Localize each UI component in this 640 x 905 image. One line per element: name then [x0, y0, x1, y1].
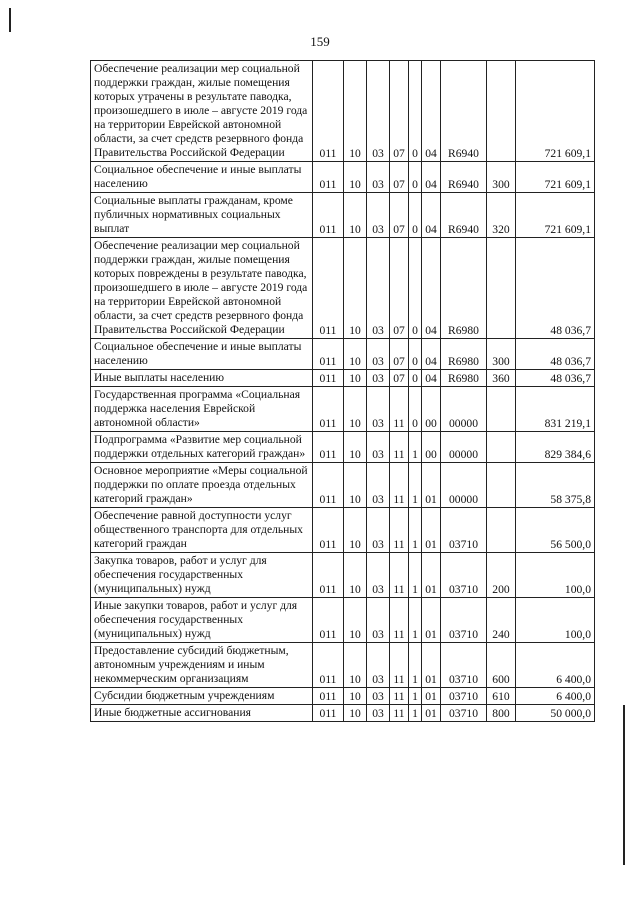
row-pr-code: 03: [367, 339, 390, 370]
row-pr-code: 03: [367, 387, 390, 432]
row-vr-code: 300: [487, 339, 516, 370]
row-subprogram-code: 0: [409, 193, 422, 238]
row-vr-code: [487, 508, 516, 553]
row-activity-code: 01: [422, 643, 441, 688]
row-vr-code: 360: [487, 370, 516, 387]
row-name: Закупка товаров, работ и услуг для обеспечения государственных (муниципальных) нужд: [91, 553, 313, 598]
row-direction-code: 00000: [441, 387, 487, 432]
row-vr-code: 200: [487, 553, 516, 598]
row-name: Обеспечение реализации мер социальной поддержки граждан, жилые помещения которых повреждены в результате паводка, произошедшего в июле – августе 2019 года на территории Еврейской автономной области, за счет средств резервного фонда Правительства Российской Федерации: [91, 238, 313, 339]
row-rz-code: 10: [344, 238, 367, 339]
table-row: [91, 643, 595, 688]
row-program-code: 11: [390, 387, 409, 432]
row-program-code: 07: [390, 162, 409, 193]
row-sum: 58 375,8: [516, 463, 595, 508]
row-direction-code: 03710: [441, 508, 487, 553]
row-program-code: 07: [390, 370, 409, 387]
row-program-code: 07: [390, 193, 409, 238]
table-row: [91, 463, 595, 508]
row-direction-code: 03710: [441, 688, 487, 705]
row-sum: 48 036,7: [516, 339, 595, 370]
row-name: Социальное обеспечение и иные выплаты населению: [91, 339, 313, 370]
row-vr-code: 320: [487, 193, 516, 238]
table-row: [91, 705, 595, 722]
table-row: [91, 370, 595, 387]
row-sum: 100,0: [516, 553, 595, 598]
row-activity-code: 04: [422, 339, 441, 370]
row-direction-code: 03710: [441, 643, 487, 688]
row-vr-code: [487, 61, 516, 162]
row-direction-code: R6980: [441, 238, 487, 339]
row-gr-code: 011: [313, 238, 344, 339]
row-subprogram-code: 1: [409, 463, 422, 508]
budget-table: [90, 60, 595, 722]
row-name: Субсидии бюджетным учреждениям: [91, 688, 313, 705]
row-subprogram-code: 1: [409, 643, 422, 688]
row-name: Государственная программа «Социальная поддержка населения Еврейской автономной области»: [91, 387, 313, 432]
row-sum: 100,0: [516, 598, 595, 643]
row-name: Иные закупки товаров, работ и услуг для обеспечения государственных (муниципальных) нужд: [91, 598, 313, 643]
row-subprogram-code: 0: [409, 61, 422, 162]
budget-table-body: [91, 61, 595, 722]
row-pr-code: 03: [367, 705, 390, 722]
row-pr-code: 03: [367, 370, 390, 387]
row-gr-code: 011: [313, 643, 344, 688]
row-direction-code: R6940: [441, 193, 487, 238]
row-sum: 48 036,7: [516, 370, 595, 387]
row-activity-code: 04: [422, 370, 441, 387]
row-direction-code: 03710: [441, 598, 487, 643]
row-rz-code: 10: [344, 432, 367, 463]
scan-mark-left: [9, 8, 11, 32]
row-sum: 48 036,7: [516, 238, 595, 339]
table-row: [91, 193, 595, 238]
row-name: Иные бюджетные ассигнования: [91, 705, 313, 722]
row-subprogram-code: 1: [409, 553, 422, 598]
row-sum: 6 400,0: [516, 643, 595, 688]
row-rz-code: 10: [344, 598, 367, 643]
row-sum: 831 219,1: [516, 387, 595, 432]
row-gr-code: 011: [313, 598, 344, 643]
row-pr-code: 03: [367, 193, 390, 238]
row-vr-code: 800: [487, 705, 516, 722]
row-program-code: 11: [390, 432, 409, 463]
row-activity-code: 00: [422, 387, 441, 432]
row-pr-code: 03: [367, 643, 390, 688]
row-rz-code: 10: [344, 463, 367, 508]
row-gr-code: 011: [313, 387, 344, 432]
table-row: [91, 339, 595, 370]
row-subprogram-code: 1: [409, 508, 422, 553]
row-direction-code: R6940: [441, 162, 487, 193]
row-sum: 721 609,1: [516, 61, 595, 162]
row-name: Иные выплаты населению: [91, 370, 313, 387]
row-direction-code: 03710: [441, 705, 487, 722]
row-pr-code: 03: [367, 61, 390, 162]
row-rz-code: 10: [344, 508, 367, 553]
row-program-code: 11: [390, 705, 409, 722]
table-row: [91, 688, 595, 705]
row-rz-code: 10: [344, 387, 367, 432]
row-sum: 6 400,0: [516, 688, 595, 705]
row-subprogram-code: 1: [409, 705, 422, 722]
row-direction-code: R6980: [441, 339, 487, 370]
row-subprogram-code: 1: [409, 688, 422, 705]
row-activity-code: 01: [422, 553, 441, 598]
row-direction-code: 00000: [441, 432, 487, 463]
row-gr-code: 011: [313, 508, 344, 553]
row-gr-code: 011: [313, 370, 344, 387]
table-row: [91, 553, 595, 598]
row-program-code: 11: [390, 553, 409, 598]
row-pr-code: 03: [367, 688, 390, 705]
row-name: Подпрограмма «Развитие мер социальной поддержки отдельных категорий граждан»: [91, 432, 313, 463]
row-gr-code: 011: [313, 339, 344, 370]
row-rz-code: 10: [344, 643, 367, 688]
row-direction-code: 03710: [441, 553, 487, 598]
page-number: 159: [310, 34, 330, 49]
row-activity-code: 01: [422, 705, 441, 722]
row-pr-code: 03: [367, 598, 390, 643]
row-rz-code: 10: [344, 193, 367, 238]
row-gr-code: 011: [313, 705, 344, 722]
scan-mark-right: [623, 705, 625, 865]
row-rz-code: 10: [344, 162, 367, 193]
row-activity-code: 00: [422, 432, 441, 463]
row-name: Обеспечение равной доступности услуг общественного транспорта для отдельных категорий граждан: [91, 508, 313, 553]
row-pr-code: 03: [367, 238, 390, 339]
row-activity-code: 01: [422, 508, 441, 553]
row-sum: 50 000,0: [516, 705, 595, 722]
row-vr-code: 610: [487, 688, 516, 705]
row-name: Обеспечение реализации мер социальной поддержки граждан, жилые помещения которых утрачены в результате паводка, произошедшего в июле – августе 2019 года на территории Еврейской автономной области, за счет средств резервного фонда Правительства Российской Федерации: [91, 61, 313, 162]
row-gr-code: 011: [313, 61, 344, 162]
row-activity-code: 04: [422, 238, 441, 339]
row-sum: 721 609,1: [516, 162, 595, 193]
row-sum: 829 384,6: [516, 432, 595, 463]
row-program-code: 07: [390, 61, 409, 162]
row-pr-code: 03: [367, 463, 390, 508]
row-pr-code: 03: [367, 432, 390, 463]
row-name: Предоставление субсидий бюджетным, автономным учреждениям и иным некоммерческим организациям: [91, 643, 313, 688]
row-vr-code: [487, 387, 516, 432]
row-vr-code: [487, 432, 516, 463]
row-gr-code: 011: [313, 553, 344, 598]
table-row: [91, 598, 595, 643]
row-vr-code: 240: [487, 598, 516, 643]
row-subprogram-code: 0: [409, 238, 422, 339]
row-program-code: 11: [390, 688, 409, 705]
row-gr-code: 011: [313, 463, 344, 508]
table-row: [91, 61, 595, 162]
table-row: [91, 387, 595, 432]
row-name: Социальное обеспечение и иные выплаты населению: [91, 162, 313, 193]
row-pr-code: 03: [367, 553, 390, 598]
row-gr-code: 011: [313, 193, 344, 238]
row-activity-code: 04: [422, 61, 441, 162]
row-vr-code: 600: [487, 643, 516, 688]
row-rz-code: 10: [344, 705, 367, 722]
row-name: Социальные выплаты гражданам, кроме публичных нормативных социальных выплат: [91, 193, 313, 238]
table-row: [91, 162, 595, 193]
table-row: [91, 508, 595, 553]
row-activity-code: 04: [422, 162, 441, 193]
row-program-code: 11: [390, 508, 409, 553]
row-program-code: 07: [390, 238, 409, 339]
row-subprogram-code: 0: [409, 162, 422, 193]
row-program-code: 11: [390, 598, 409, 643]
row-gr-code: 011: [313, 162, 344, 193]
row-pr-code: 03: [367, 162, 390, 193]
table-row: [91, 238, 595, 339]
row-vr-code: [487, 238, 516, 339]
row-activity-code: 01: [422, 598, 441, 643]
row-direction-code: 00000: [441, 463, 487, 508]
row-pr-code: 03: [367, 508, 390, 553]
row-gr-code: 011: [313, 432, 344, 463]
row-rz-code: 10: [344, 339, 367, 370]
row-sum: 721 609,1: [516, 193, 595, 238]
row-activity-code: 01: [422, 688, 441, 705]
row-program-code: 11: [390, 643, 409, 688]
row-rz-code: 10: [344, 370, 367, 387]
row-subprogram-code: 0: [409, 387, 422, 432]
row-direction-code: R6980: [441, 370, 487, 387]
row-direction-code: R6940: [441, 61, 487, 162]
row-activity-code: 04: [422, 193, 441, 238]
row-rz-code: 10: [344, 61, 367, 162]
row-program-code: 07: [390, 339, 409, 370]
row-program-code: 11: [390, 463, 409, 508]
row-gr-code: 011: [313, 688, 344, 705]
row-rz-code: 10: [344, 688, 367, 705]
row-name: Основное мероприятие «Меры социальной поддержки по оплате проезда отдельных категорий граждан»: [91, 463, 313, 508]
row-subprogram-code: 0: [409, 339, 422, 370]
row-vr-code: 300: [487, 162, 516, 193]
row-rz-code: 10: [344, 553, 367, 598]
table-row: [91, 432, 595, 463]
row-vr-code: [487, 463, 516, 508]
row-subprogram-code: 1: [409, 432, 422, 463]
row-subprogram-code: 0: [409, 370, 422, 387]
row-subprogram-code: 1: [409, 598, 422, 643]
row-sum: 56 500,0: [516, 508, 595, 553]
row-activity-code: 01: [422, 463, 441, 508]
